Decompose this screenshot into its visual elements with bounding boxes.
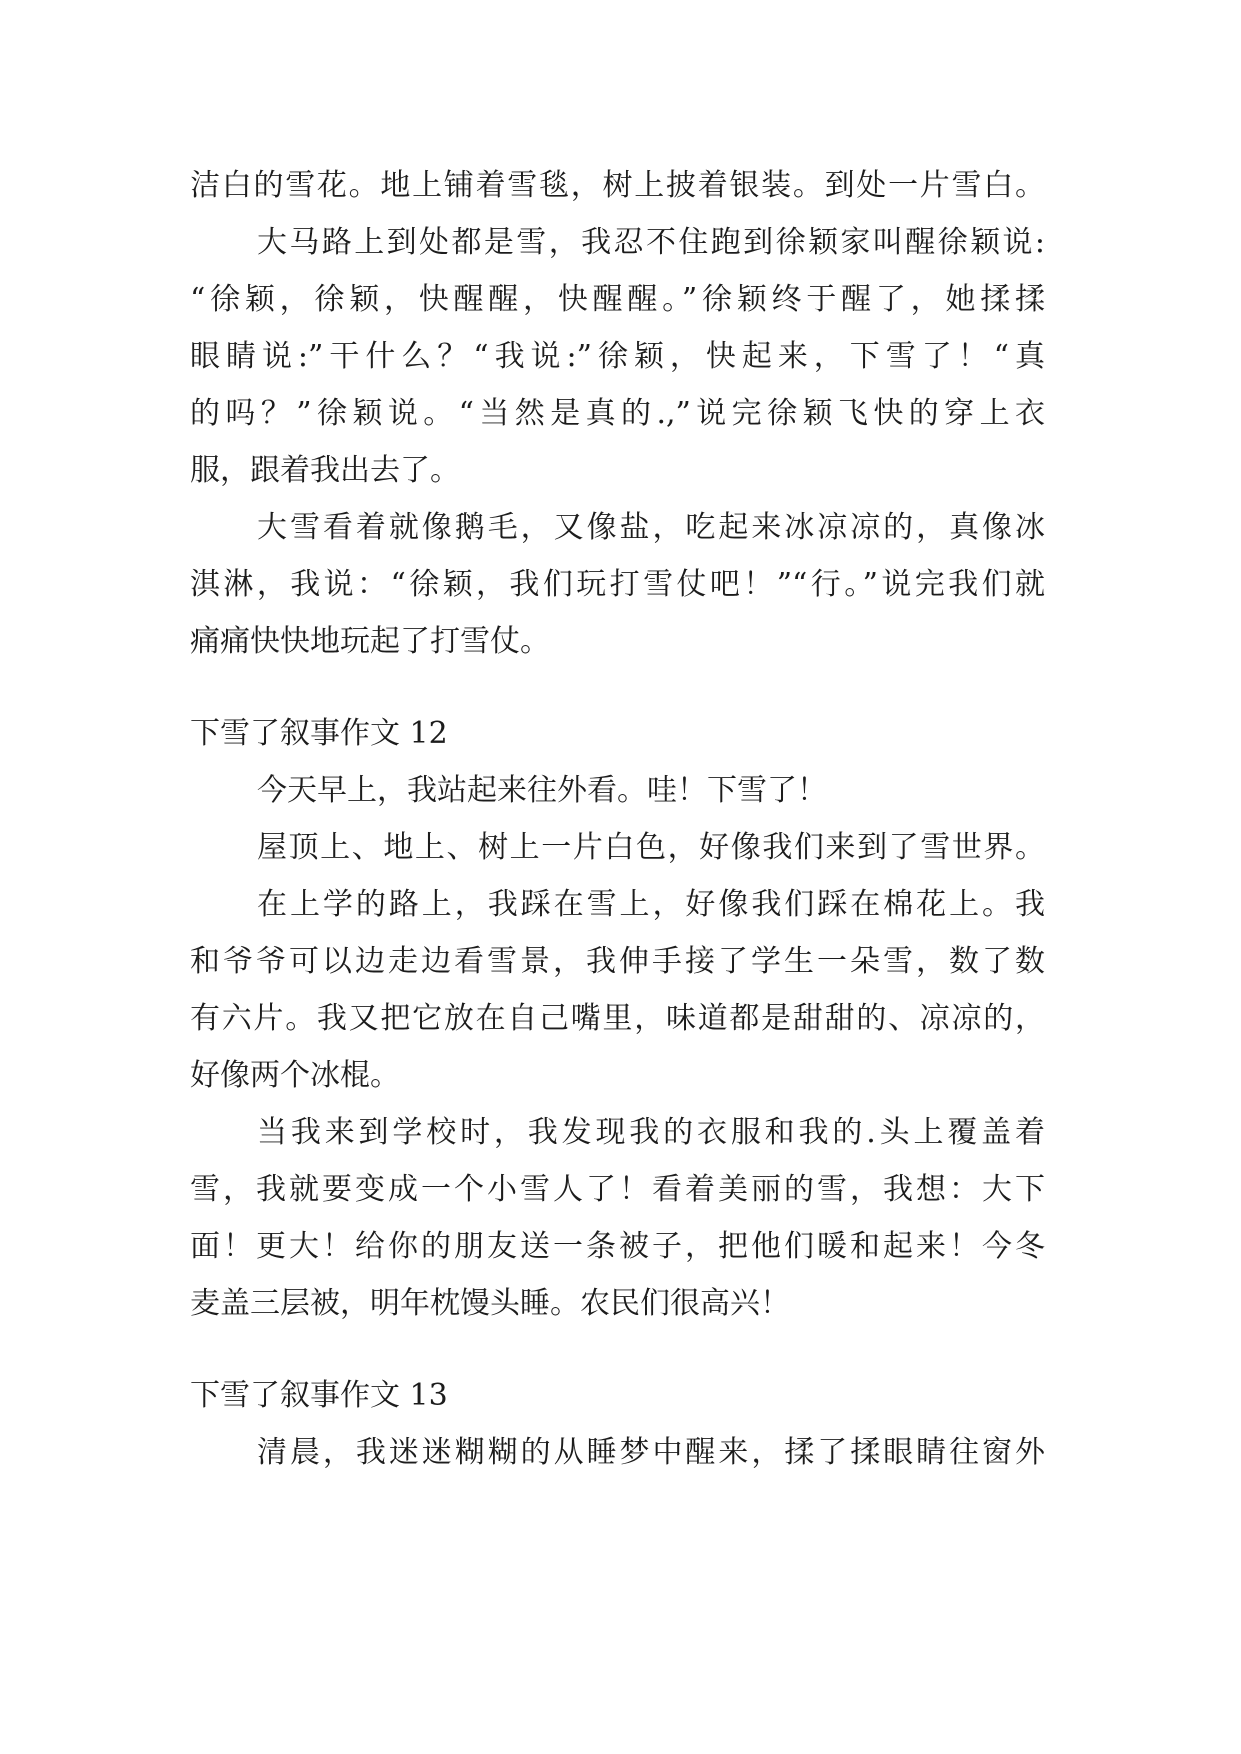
text-line: 的吗？”徐颖说。“当然是真的.,”说完徐颖飞快的穿上衣	[190, 396, 1045, 431]
text-line: 眼睛说:”干什么？“我说:”徐颖，快起来，下雪了！“真	[190, 339, 1045, 374]
paragraph	[190, 499, 1045, 670]
text-line: 面！更大！给你的朋友送一条被子，把他们暖和起来！今冬	[190, 1229, 1045, 1264]
text-line: 当我来到学校时，我发现我的衣服和我的.头上覆盖着	[257, 1115, 1045, 1150]
paragraph	[190, 1104, 1045, 1332]
text-line: 雪，我就要变成一个小雪人了！看着美丽的雪，我想：大下	[190, 1172, 1045, 1207]
document-body	[190, 157, 1045, 1481]
text-line: 屋顶上、地上、树上一片白色，好像我们来到了雪世界。	[257, 830, 1045, 865]
paragraph	[190, 876, 1045, 1104]
paragraph	[190, 214, 1045, 499]
paragraph-continued	[190, 157, 1045, 214]
text-line: 和爷爷可以边走边看雪景，我伸手接了学生一朵雪，数了数	[190, 944, 1045, 979]
text-line: 麦盖三层被，明年枕馒头睡。农民们很高兴！	[190, 1286, 790, 1321]
text-line: 有六片。我又把它放在自己嘴里，味道都是甜甜的、凉凉的，	[190, 1001, 1045, 1036]
text-line: 在上学的路上，我踩在雪上，好像我们踩在棉花上。我	[257, 887, 1045, 922]
paragraph	[190, 819, 1045, 876]
section-heading: 下雪了叙事作文 12	[190, 716, 448, 751]
text-line: 淇淋，我说：“徐颖，我们玩打雪仗吧！”“行。”说完我们就	[190, 567, 1045, 602]
paragraph	[190, 762, 1045, 819]
text-line: 大马路上到处都是雪，我忍不住跑到徐颖家叫醒徐颖说:	[257, 225, 1045, 260]
text-line: “徐颖，徐颖，快醒醒，快醒醒。”徐颖终于醒了，她揉揉	[190, 282, 1045, 317]
text-line: 清晨，我迷迷糊糊的从睡梦中醒来，揉了揉眼睛往窗外	[257, 1435, 1045, 1470]
text-line: 好像两个冰棍。	[190, 1058, 400, 1093]
section-heading: 下雪了叙事作文 13	[190, 1378, 448, 1413]
text-line: 大雪看着就像鹅毛，又像盐，吃起来冰凉凉的，真像冰	[257, 510, 1045, 545]
text-line: 痛痛快快地玩起了打雪仗。	[190, 624, 550, 659]
text-line: 洁白的雪花。地上铺着雪毯，树上披着银装。到处一片雪白。	[190, 168, 1045, 203]
text-line: 今天早上，我站起来往外看。哇！下雪了！	[257, 773, 827, 808]
text-line: 服，跟着我出去了。	[190, 453, 460, 488]
paragraph	[190, 1424, 1045, 1481]
